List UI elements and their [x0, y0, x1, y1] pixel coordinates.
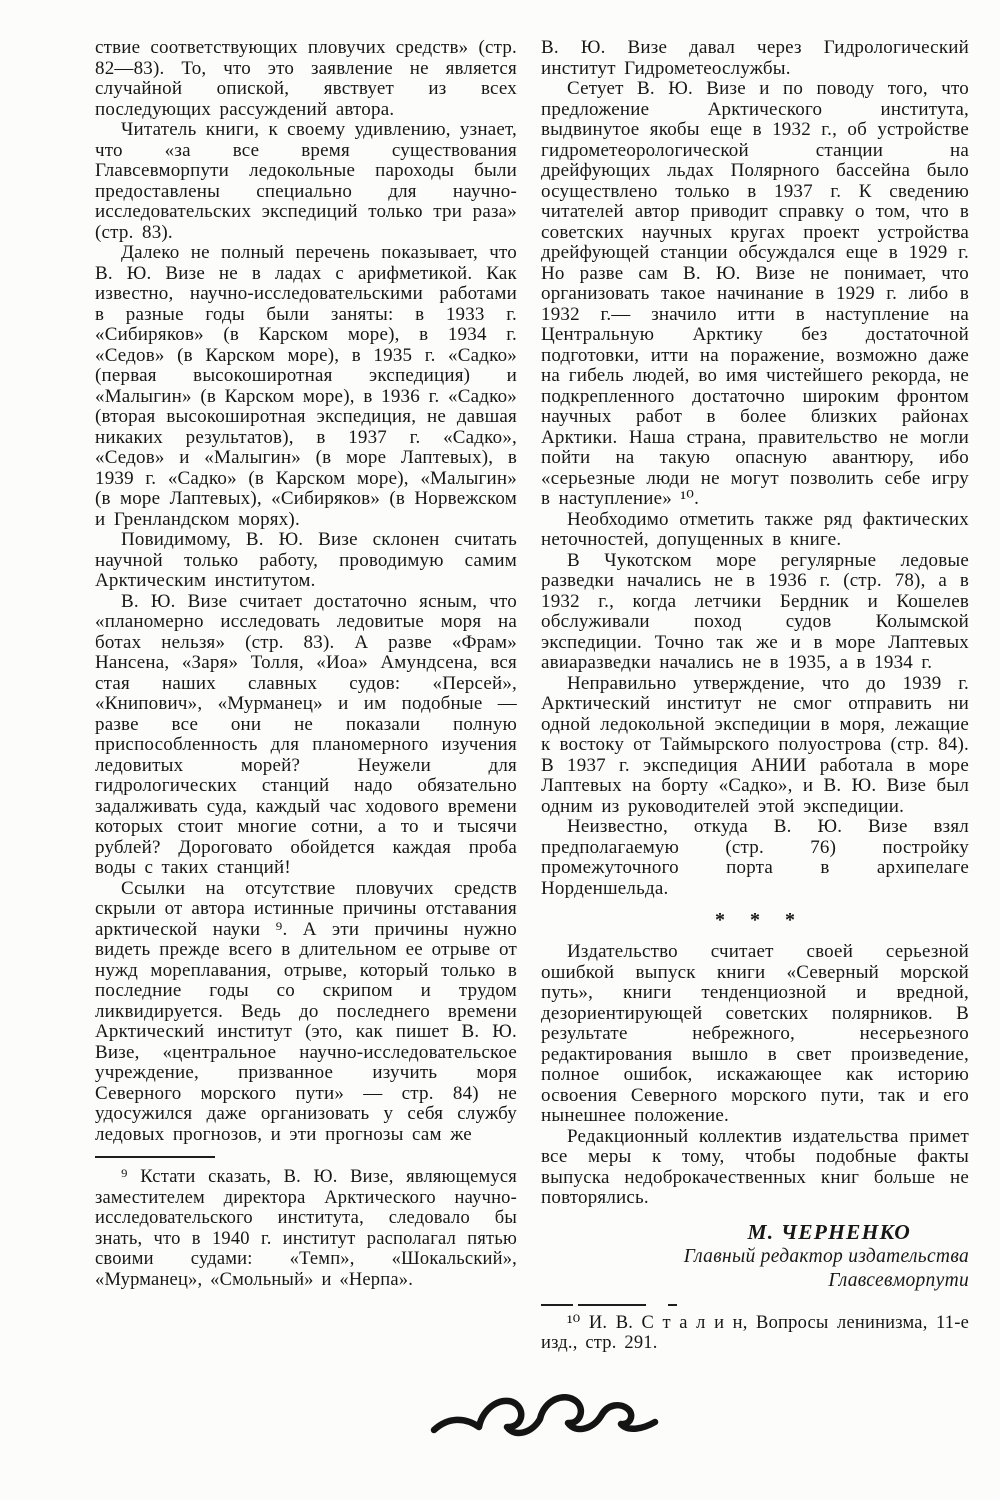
section-break-stars: * * * — [715, 909, 805, 931]
paragraph: В. Ю. Визе считает достаточно ясным, что «планомерно исследовать ледовитые моря на ботах нельзя» (стр. 83). А разве «Фрам» Нансена, «Заря» Толля, «Иоа» Амундсена, вся стая наших славных судов: «Персей», «Книпович», «Мурманец» и им подобные — разве все они не показали полную приспособленность для планомерного изучения ледовитых морей? Неужели для гидрологических станций надо обязательно задалживать суда, каждый час ходового времени которых стоит многие сотни, а то и тысячи рублей? Дороговато обойдется каждая проба воды с таких станций! — [95, 590, 517, 878]
paragraph: Повидимому, В. Ю. Визе склонен считать научной только работу, проводимую самим Арктическим институтом. — [95, 529, 517, 591]
paragraph: Ссылки на отсутствие пловучих средств скрыли от автора истинные причины отставания арктической науки ⁹. А эти причины нужно видеть прежде всего в длительном ее отрыве от нужд мореплавания, отрыве, который только в последние годы со скрипом и трудом ликвидируется. Ведь до последнего времени Арктический институт (это, как пишет В. Ю. Визе, «центральное научно-исследовательское учреждение, призванное изучить моря Северного морского пути» — стр. 84) не удосужился даже организовать у себя службу ледовых прогнозов, и эти прогнозы сам же — [95, 877, 517, 1145]
paragraph: Неправильно утверждение, что до 1939 г. Арктический институт не смог отправить ни одной ледокольной экспедиции в моря, лежащие к востоку от Таймырского полуострова (стр. 84). В 1937 г. экспедиция АНИИ работала в море Лаптевых на борту «Садко», и В. Ю. Визе был одним из руководителей этой экспедиции. — [541, 672, 969, 817]
paragraph: ствие соответствующих пловучих средств» (стр. 82—83). То, что это заявление не является случайной опиской, явствует из всех последующих рассуждений автора. — [95, 37, 517, 120]
right-column — [541, 38, 969, 1354]
footnote-10: ¹⁰ И. В. С т а л и н, Вопросы ленинизма, 11-е изд., стр. 291. — [541, 1312, 969, 1353]
paragraph: Необходимо отметить также ряд фактических неточностей, допущенных в книге. — [541, 508, 969, 550]
paragraph: В. Ю. Визе давал через Гидрологический институт Гидрометеослужбы. — [541, 37, 969, 79]
paragraph: В Чукотском море регулярные ледовые разведки начались не в 1936 г. (стр. 78), а в 1932 г., когда летчики Бердник и Кошелев обслуживали поход судов Колымской экспедиции. Точно так же и в море Лаптевых авиаразведки начались не в 1935, а в 1934 г. — [541, 549, 969, 673]
paragraph: Неизвестно, откуда В. Ю. Визе взял предполагаемую (стр. 76) постройку промежуточного порта в архипелаге Норденшельда. — [541, 816, 969, 899]
wave-ornament-icon — [428, 1376, 668, 1450]
signature-title-line-1: Главный редактор издательства — [683, 1245, 969, 1267]
paragraph: Читатель книги, к своему удивлению, узнает, что «за все время существования Главсевморпути ледокольные пароходы были предоставлены специально для научно-исследовательских экспедиций только три раза» (стр. 83). — [95, 119, 517, 243]
signature-name: М. ЧЕРНЕНКО — [747, 1219, 911, 1244]
paragraph: Далеко не полный перечень показывает, что В. Ю. Визе не в ладах с арифметикой. Как известно, научно-исследовательскими работами в разные годы были заняты: в 1933 г. «Сибиряков» (в Карском море), в 1934 г. «Седов» (в Карском море), в 1935 г. «Садко» (первая высокоширотная экспедиция) и «Малыгин» (в Карском море), в 1936 г. «Садко» (вторая высокоширотная экспедиция, не давшая никаких результатов), в 1937 г. «Садко», «Седов» и «Малыгин» (в море Лаптевых), в 1939 г. «Садко» (в Карском море), «Малыгин» (в море Лаптевых), «Сибиряков» (в Норвежском и Гренландском морях). — [95, 242, 517, 530]
paragraph: Издательство считает своей серьезной ошибкой выпуск книги «Северный морской путь», книги тенденциозной и вредной, дезориентирующей советских полярников. В результате небрежного, несерьезного редактирования вышло в свет произведение, полное ошибок, искажающее как историю освоения Северного морского пути, так и его нынешнее положение. — [541, 941, 969, 1126]
paragraph: Сетует В. Ю. Визе и по поводу того, что предложение Арктического института, выдвинутое якобы еще в 1932 г., об устройстве гидрометеорологической станции на дрейфующих льдах Полярного бассейна было осуществлено только в 1937 г. К сведению читателей автор приводит справку о том, что в советских научных кругах проект устройства дрейфующей станции обсуждался еще в 1929 г. Но разве сам В. Ю. Визе не понимает, что организовать такое начинание в 1929 г. либо в 1932 г.— значило итти в наступление на Центральную Арктику без достаточной подготовки, итти на поражение, возможно даже на гибель людей, во имя чистейшего рекорда, не подкрепленного достаточно широким фронтом научных работ в более близких районах Арктики. Наша страна, правительство не могли пойти на такую опасную авантюру, ибо «серьезные люди не могут позволить себе игру в наступление» ¹⁰. — [541, 78, 969, 509]
paragraph: Редакционный коллектив издательства примет все меры к тому, чтобы подобные факты выпуска недоброкачественных книг больше не повторялись. — [541, 1125, 969, 1208]
footnote-separator — [95, 1156, 215, 1158]
footnote-separator — [541, 1304, 969, 1307]
signature-title-line-2: Главсевморпути — [828, 1269, 969, 1291]
footnote-9: ⁹ Кстати сказать, В. Ю. Визе, являющемуся заместителем директора Арктического научно-исследовательского института, следовало бы знать, что в 1940 г. институт располагал пятью своими судами: «Темп», «Шокальский», «Мурманец», «Смольный» и «Нерпа». — [95, 1167, 517, 1290]
left-column — [95, 38, 517, 1290]
